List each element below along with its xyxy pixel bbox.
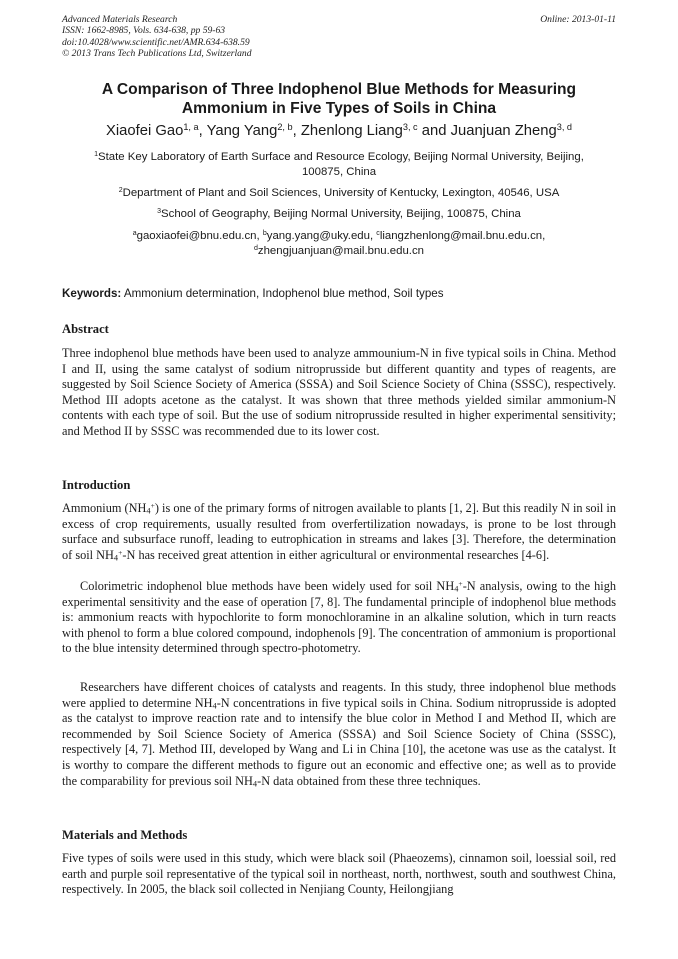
keywords [62,287,616,300]
email-link[interactable]: gaoxiaofei@bnu.edu.cn, [136,230,260,242]
journal-header [62,14,252,60]
affil-text: 100875, China [301,166,377,178]
title-line-2: Ammonium in Five Types of Soils in China [181,100,497,117]
affil-text: School of Geography, Beijing Normal University, Beijing, 100875, China [161,208,521,220]
author-name: Zhenlong Liang [300,123,403,139]
intro-paragraph-2: Colorimetric indophenol blue methods have been widely used for soil $NH_4^+-N$ analysis, owing to the high experimental sensitivity and the ease of operation [7, 8]. The fundamental principle of indophenol blue methods is: ammonium reacts with hypochlorite to form monochloramine in an alkaline solution, which in turn reacts with phenol to form a blue colored compound, indophenols [9]. The concentration of ammonium is proportional to the blue intensity determined through spectro-photometry. [62,578,616,656]
author-name: Yang Yang [206,123,278,139]
author-affil-mark: 2, b [277,121,293,132]
affil-text: State Key Laboratory of Earth Surface and Resource Ecology, Beijing Normal University, Beijing, [98,151,584,163]
methods-text: Five types of soils were used in this study, which were black soil (Phaeozems), cinnamon soil, loessial soil, red earth and purple soil representative of the typical soil in northeast, north, northwest, south and southwest China, respectively. In 2005, the black soil collected in Nenjiang County, Heilongjiang [62,851,616,897]
intro-paragraph-3: Researchers have different choices of catalysts and reagents. In this study, three indophenol blue methods were applied to determine $NH_4-N$ concentrations in five typical soils in China. Sodium nitroprusside is adopted as the catalyst to improve reaction rate and to intensify the blue color in Method I and Method II, which are recommended by Soil Science Society of America (SSSA) and Soil Science Society of China (SSSC), respectively [4, 7]. Method III, developed by Wang and Li in China [10], the acetone was use as the catalyst. It is worthy to compare the different methods to figure out an economic and effective one; as well as to provide the comparability for previous soil $NH_4-N$ data obtained from these three techniques. [62,680,617,789]
affiliation-1 [62,150,616,180]
email-mark: d [253,245,258,253]
methods-heading: Materials and Methods [62,828,188,842]
affiliation-3 [62,207,616,222]
author-affil-mark: 1, a [183,121,199,132]
doi-line[interactable]: doi:10.4028/www.scientific.net/AMR.634-638.59 [62,36,250,48]
author-list: Xiaofei Gao$^{1, a}$, Yang Yang$^{2, b}$, Zhenlong Liang$^{3, c}$ and Juanjuan Zheng$^{3, d}$ [105,121,573,139]
journal-name: Advanced Materials Research [62,14,178,25]
email-mark: c [376,230,380,238]
keywords-label: Keywords: [62,287,122,300]
online-date: Online: 2013-01-11 [540,14,616,25]
email-link[interactable]: liangzhenlong@mail.bnu.edu.cn, [379,230,546,242]
intro-paragraph-1: Ammonium $(NH_4^+)$ is one of the primary forms of nitrogen available to plants [1, 2]. But this readily N in soil in excess of crop requirements, usually resulted from overfertilization nowadays, is prone to be lost through surface and subsurface runoff, leading to eutrophication in streams and lakes [3]. Therefore, the determination of soil $NH_4^+-N$ has received great attention in either agricultural or environmental researches [4-6]. [62,500,616,563]
title-line-1: A Comparison of Three Indophenol Blue Methods for Measuring [101,81,577,98]
keywords-text: Ammonium determination, Indophenol blue method, Soil types [123,287,444,300]
introduction-heading: Introduction [62,478,131,492]
email-link[interactable]: yang.yang@uky.edu, [266,230,374,242]
email-mark: a [132,230,137,238]
author-affil-mark: 3, d [556,121,573,132]
abstract-text: Three indophenol blue methods have been used to analyze ammounium-N in five typical soils in China. Method I and II, using the same catalyst of sodium nitroprusside but different quantity and types of reagents, are suggested by Soil Science Society of America (SSSA) and Soil Science Society of China (SSSC), respectively. Method III adopts acetone as the catalyst. It was shown that three methods yielded similar ammonium-N contents with each type of soil. But the use of sodium nitroprusside resulted in higher experimental sensitivity; and Method II by SSSC was recommended due to its lower cost. [62,346,616,438]
abstract-heading: Abstract [62,322,109,336]
affil-number: 3 [157,208,162,216]
email-list [62,229,616,259]
author-and: and [421,123,447,139]
issn-line: ISSN: 1662-8985, Vols. 634-638, pp 59-63 [62,25,226,37]
author-name: Juanjuan Zheng [450,123,557,139]
affil-number: 2 [118,187,123,195]
affiliation-2 [62,186,616,201]
author-affil-mark: 3, c [402,121,418,132]
affil-number: 1 [94,151,99,159]
affil-text: Department of Plant and Soil Sciences, University of Kentucky, Lexington, 40546, USA [122,187,560,199]
email-link[interactable]: zhengjuanjuan@mail.bnu.edu.cn [257,245,424,257]
copyright-line: © 2013 Trans Tech Publications Ltd, Switzerland [62,48,252,60]
paper-title [62,80,616,118]
author-name: Xiaofei Gao [105,123,184,139]
email-mark: b [262,230,267,238]
